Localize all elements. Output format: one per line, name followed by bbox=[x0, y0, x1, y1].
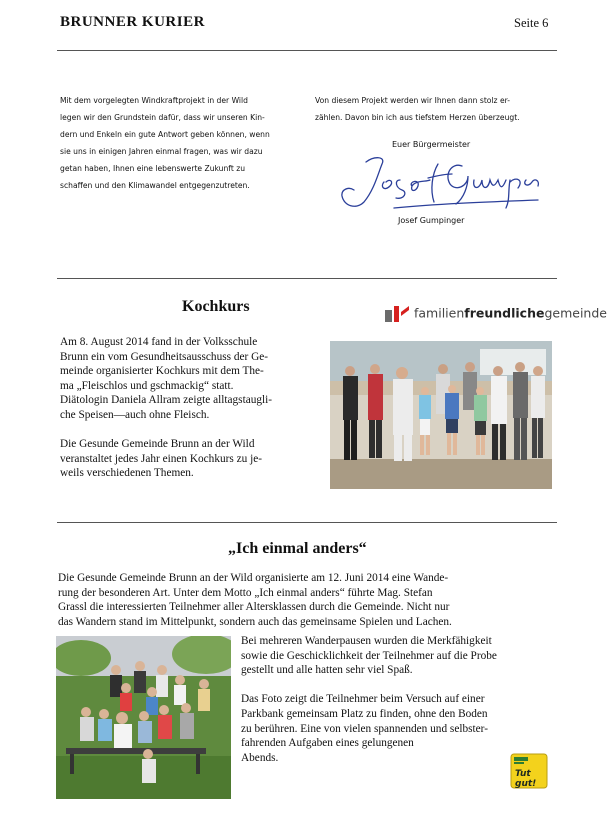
text-line: das Wandern stand im Mittelpunkt, sondern auch das gemeinsame Spielen und Lachen. bbox=[58, 615, 452, 628]
newsletter-title: BRUNNER KURIER bbox=[60, 14, 205, 30]
text-line: weils verschiedenen Themen. bbox=[60, 467, 194, 480]
text-line: Die Gesunde Gemeinde Brunn an der Wild organisierte am 12. Juni 2014 eine Wande- bbox=[58, 572, 449, 584]
text-line: getan haben, Ihnen eine lebenswerte Zukunft zu bbox=[60, 164, 246, 173]
text-line: Die Gesunde Gemeinde Brunn an der Wild bbox=[60, 438, 255, 451]
text-line: ma „Fleischlos und gschmackig“ statt. bbox=[60, 379, 234, 392]
cooking-class-group-photo bbox=[330, 341, 552, 489]
text-line: Brunn ein vom Gesundheitsausschuss der Ge- bbox=[60, 350, 269, 363]
text-line: zählen. Davon bin ich aus tiefstem Herzen überzeugt. bbox=[315, 113, 520, 122]
section-title-ich-einmal-anders: „Ich einmal anders“ bbox=[228, 540, 367, 557]
text-line: zu berühren. Eine von vielen spannenden und selbster- bbox=[241, 722, 488, 735]
park-bench-group-photo bbox=[56, 636, 231, 799]
text-line: che Speisen—auch ohne Fleisch. bbox=[60, 408, 210, 421]
family-logo-icon bbox=[384, 304, 410, 324]
logo-text-bold: freundliche bbox=[464, 305, 545, 321]
greeting: Euer Bürgermeister bbox=[392, 140, 471, 149]
anders-body-text bbox=[241, 634, 553, 765]
page-number: Seite 6 bbox=[514, 16, 549, 30]
section-title-kochkurs: Kochkurs bbox=[182, 298, 250, 315]
tut-gut-badge bbox=[510, 753, 548, 789]
text-line: Das Foto zeigt die Teilnehmer beim Versuch auf einer bbox=[241, 693, 485, 706]
mayor-name: Josef Gumpinger bbox=[398, 216, 465, 225]
text-line: Diätologin Daniela Allram zeigte alltagstaugli- bbox=[60, 394, 273, 407]
text-line: Parkbank gemeinsam Platz zu finden, ohne den Boden bbox=[241, 707, 488, 720]
text-line: legen wir den Grundstein dafür, dass wir unseren Kin- bbox=[60, 113, 265, 122]
letter-right-column bbox=[315, 92, 555, 126]
familienfreundliche-gemeinde-logo bbox=[384, 304, 607, 324]
text-line: Abends. bbox=[241, 751, 279, 764]
text-line: meinde organisierter Kochkurs mit dem The- bbox=[60, 365, 264, 378]
anders-intro-text bbox=[58, 571, 553, 629]
text-line: schaffen und den Klimawandel entgegenzutreten. bbox=[60, 181, 250, 190]
signature-image bbox=[334, 150, 544, 212]
text-line: veranstaltet jedes Jahr einen Kochkurs zu je- bbox=[60, 452, 263, 465]
text-line: Am 8. August 2014 fand in der Volksschule bbox=[60, 336, 258, 348]
logo-text-suffix: gemeinde bbox=[544, 305, 607, 321]
text-line: gestellt und alle hatten sehr viel Spaß. bbox=[241, 664, 413, 677]
blank-line bbox=[241, 678, 553, 693]
text-line: sie uns in einigen Jahren einmal fragen, was wir dazu bbox=[60, 147, 263, 156]
text-line: Von diesem Projekt werden wir Ihnen dann stolz er- bbox=[315, 96, 510, 105]
section-divider bbox=[57, 522, 557, 523]
kochkurs-text bbox=[60, 335, 321, 481]
logo-text-prefix: familien bbox=[414, 305, 465, 321]
text-line: sowie die Geschicklichkeit der Teilnehmer auf die Probe bbox=[241, 649, 497, 662]
tut-gut-text: Tut gut! bbox=[515, 769, 537, 789]
blank-line bbox=[60, 423, 321, 438]
text-line: dern und Enkeln ein gute Antwort geben können, wenn bbox=[60, 130, 270, 139]
header-divider bbox=[57, 50, 557, 51]
text-line: Mit dem vorgelegten Windkraftprojekt in der Wild bbox=[60, 96, 248, 105]
text-line: fahrenden Aufgaben eines gelungenen bbox=[241, 737, 414, 750]
letter-left-column bbox=[60, 92, 300, 194]
section-divider bbox=[57, 278, 557, 279]
text-line: Bei mehreren Wanderpausen wurden die Merkfähigkeit bbox=[241, 635, 492, 647]
text-line: Grassl die interessierten Teilnehmer aller Altersklassen durch die Gemeinde. Nicht nur bbox=[58, 601, 450, 614]
text-line: rung der besonderen Art. Unter dem Motto „Ich einmal anders“ führte Mag. Stefan bbox=[58, 586, 433, 599]
